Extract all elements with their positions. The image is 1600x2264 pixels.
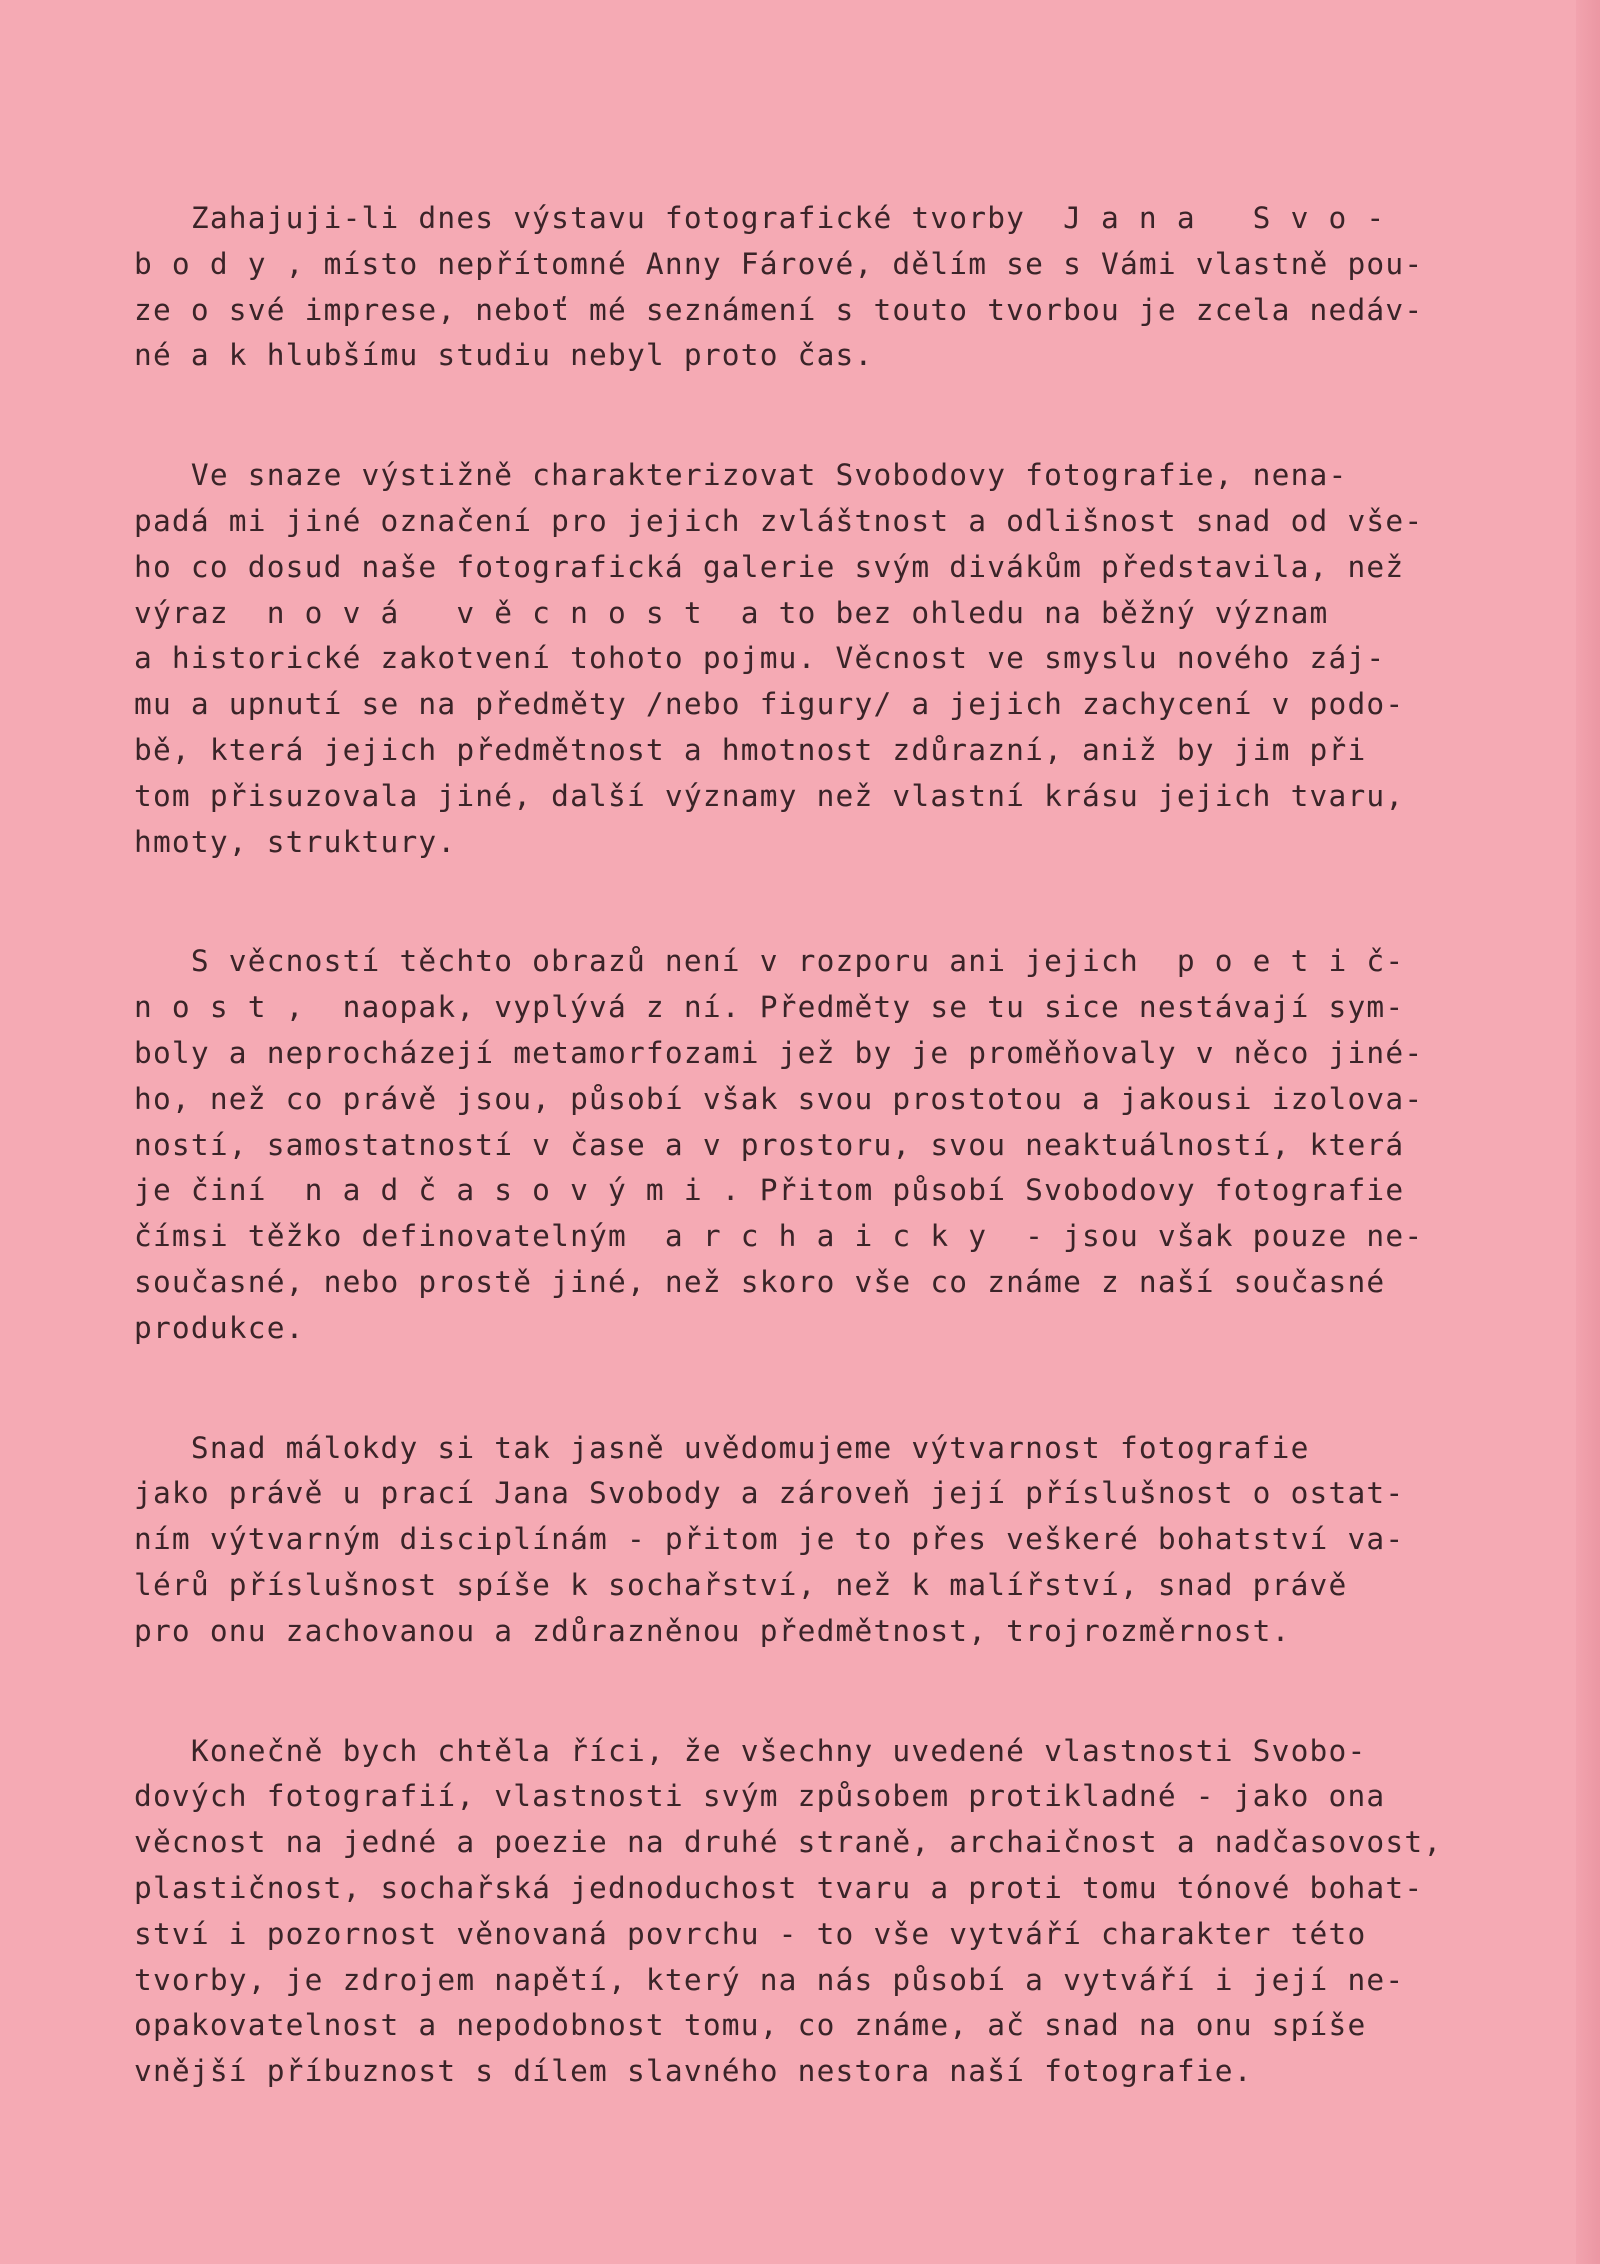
text-line: ností, samostatností v čase a v prostoru, svou neaktuálností, která <box>134 1127 1405 1162</box>
paragraph-3 <box>134 939 1534 1351</box>
text-line: čímsi těžko definovatelným a r c h a i c k y - jsou však pouze ne- <box>134 1219 1424 1254</box>
text-line: ním výtvarným disciplínám - přitom je to přes veškeré bohatství va- <box>134 1522 1405 1557</box>
paragraph-4 <box>134 1426 1534 1655</box>
text-line: Zahajuji-li dnes výstavu fotografické tvorby J a n a S v o - <box>134 201 1386 235</box>
text-line: je činí n a d č a s o v ý m i . Přitom působí Svobodovy fotografie <box>134 1173 1405 1208</box>
text-line: b o d y , místo nepřítomné Anny Fárové, dělím se s Vámi vlastně pou- <box>134 246 1424 281</box>
paper-edge <box>1576 0 1600 2264</box>
text-line: padá mi jiné označení pro jejich zvláštnost a odlišnost snad od vše- <box>134 503 1424 538</box>
text-line: ze o své imprese, neboť mé seznámení s touto tvorbou je zcela nedáv- <box>134 292 1424 327</box>
text-line: n o s t , naopak, vyplývá z ní. Předměty se tu sice nestávají sym- <box>134 990 1405 1025</box>
text-line: Ve snaze výstižně charakterizovat Svobodovy fotografie, nena- <box>134 458 1348 493</box>
text-line: dových fotografií, vlastnosti svým způsobem protikladné - jako ona <box>134 1779 1386 1814</box>
text-line: né a k hlubšímu studiu nebyl proto čas. <box>134 338 874 373</box>
text-line: ství i pozornost věnovaná povrchu - to vše vytváří charakter této <box>134 1916 1367 1951</box>
text-line: vnější příbuznost s dílem slavného nestora naší fotografie. <box>134 2054 1253 2089</box>
text-line: tom přisuzovala jiné, další významy než vlastní krásu jejich tvaru, <box>134 778 1405 813</box>
text-line: tvorby, je zdrojem napětí, který na nás působí a vytváří i její ne- <box>134 1962 1405 1997</box>
text-line: plastičnost, sochařská jednoduchost tvaru a proti tomu tónové bohat- <box>134 1870 1424 1905</box>
paragraph-5 <box>134 1729 1534 2095</box>
paragraph-2 <box>134 453 1534 865</box>
text-line: ho, než co právě jsou, působí však svou prostotou a jakousi izolova- <box>134 1081 1424 1116</box>
text-line: výraz n o v á v ě c n o s t a to bez ohledu na běžný význam <box>134 595 1329 630</box>
text-line: věcnost na jedné a poezie na druhé straně, archaičnost a nadčasovost, <box>134 1825 1443 1860</box>
text-line: bě, která jejich předmětnost a hmotnost zdůrazní, aniž by jim při <box>134 732 1367 767</box>
text-line: a historické zakotvení tohoto pojmu. Věcnost ve smyslu nového záj- <box>134 641 1386 676</box>
text-line: ho co dosud naše fotografická galerie svým divákům představila, než <box>134 549 1405 584</box>
text-line: Konečně bych chtěla říci, že všechny uvedené vlastnosti Svobo- <box>134 1733 1367 1768</box>
text-line: opakovatelnost a nepodobnost tomu, co známe, ač snad na onu spíše <box>134 2008 1367 2043</box>
text-line: současné, nebo prostě jiné, než skoro vše co známe z naší současné <box>134 1264 1386 1299</box>
document-body <box>134 196 1534 2169</box>
text-line: boly a neprocházejí metamorfozami jež by je proměňovaly v něco jiné- <box>134 1035 1424 1070</box>
text-line: jako právě u prací Jana Svobody a zároveň její příslušnost o ostat- <box>134 1476 1405 1511</box>
text-line: mu a upnutí se na předměty /nebo figury/ a jejich zachycení v podo- <box>134 687 1405 722</box>
text-line: produkce. <box>134 1310 305 1345</box>
text-line: pro onu zachovanou a zdůrazněnou předmětnost, trojrozměrnost. <box>134 1613 1291 1648</box>
paragraph-1 <box>134 196 1534 379</box>
text-line: Snad málokdy si tak jasně uvědomujeme výtvarnost fotografie <box>134 1430 1310 1465</box>
text-line: lérů příslušnost spíše k sochařství, než k malířství, snad právě <box>134 1567 1348 1602</box>
text-line: S věcností těchto obrazů není v rozporu ani jejich p o e t i č- <box>134 944 1405 979</box>
text-line: hmoty, struktury. <box>134 824 457 859</box>
